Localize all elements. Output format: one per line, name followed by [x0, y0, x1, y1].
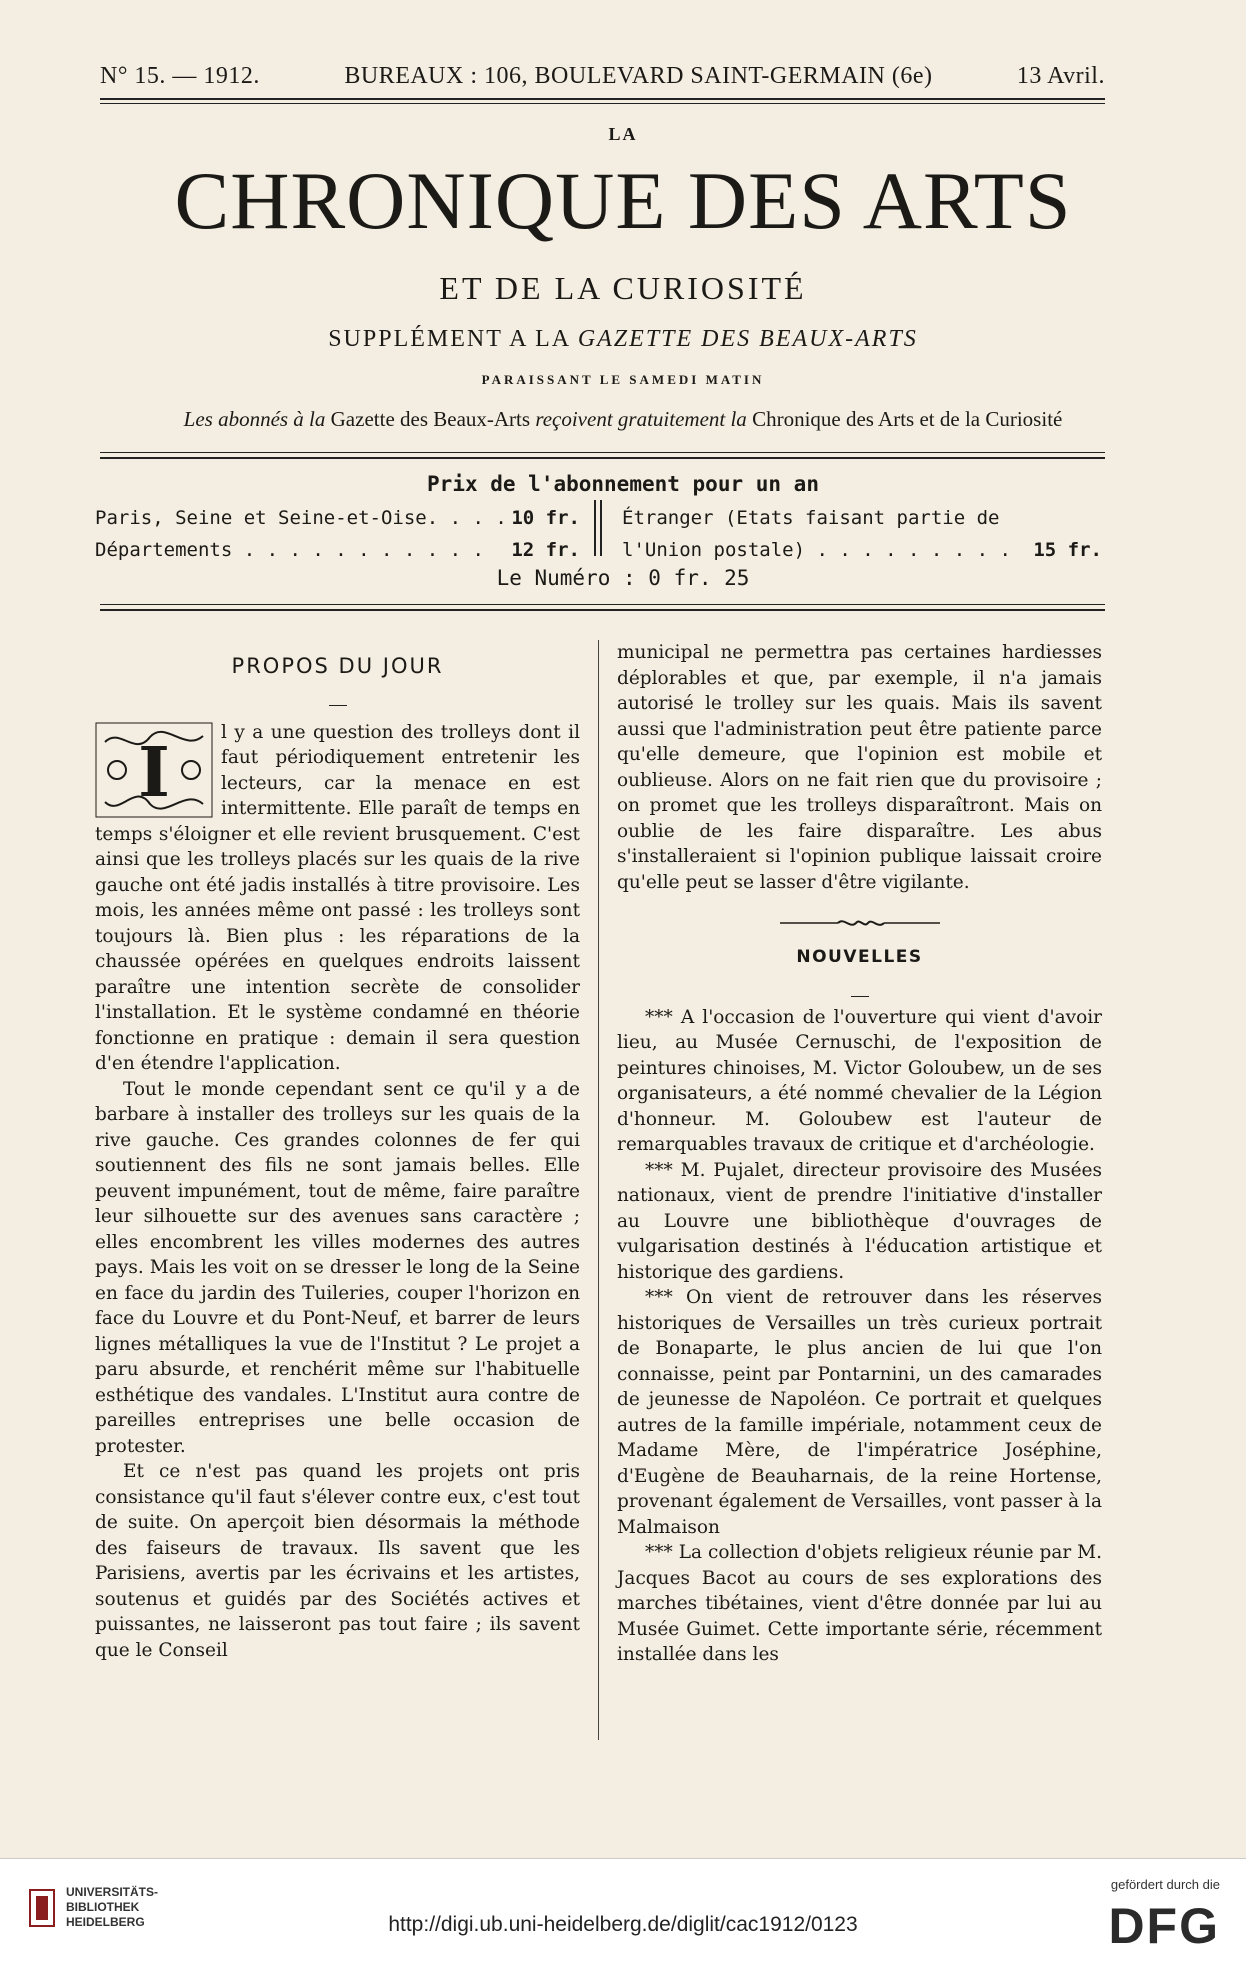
price-divider-2	[600, 500, 602, 556]
propos-du-jour-title: PROPOS DU JOUR	[231, 654, 444, 678]
article-paragraph: Tout le monde cependant sent ce qu'il y a de barbare à installer des trolleys sur les quais de la rive gauche. Ces grandes colonnes de fer qui soutiennent des fils ne sont jamais belles. Elle peuvent impunément, tout de même, faire paraître leur silhouette sur des avenues sans caractère ; elles encombrent les villes modernes des autres pays. Mais les voit on se dresser le long de la Seine en face du jardin des Tuileries, couper l'horizon en face du Louvre et du Pont-Neuf, et barrer de leurs lignes métalliques la vue de l'Institut ? Le projet a paru absurde, et renchérit même sur l'habituelle esthétique des vandales. L'Institut aura contre de pareilles entreprises une belle occasion de protester.	[95, 1078, 580, 1457]
price-label: Départements . . . . . . . . . . .	[95, 539, 484, 561]
price-row-departements	[95, 534, 580, 566]
price-row-union	[622, 534, 1102, 566]
ornamental-dropcap-icon	[95, 722, 213, 818]
single-issue-price: Le Numéro : 0 fr. 25	[496, 566, 750, 590]
news-item: *** On vient de retrouver dans les réserves historiques de Versailles un très curieux portrait de Bonaparte, le plus ancien de lui que l'on connaisse, peint par Pontarnini, un des camarades de jeunesse de Napoléon. Ce portrait et quelques autres de la famille impériale, notamment ceux de Madame Mère, de l'impératrice Joséphine, d'Eugène de Beauharnais, de la reine Hortense, provenant également de Versailles, vont passer à la Malmaison	[617, 1287, 1102, 1538]
abonnes-part-4: Chronique des Arts et de la Curiosité	[746, 407, 1063, 431]
permalink-url[interactable]: http://digi.ub.uni-heidelberg.de/diglit/cac1912/0123	[388, 1913, 858, 1936]
supplement-line	[0, 326, 1246, 353]
news-item: *** La collection d'objets religieux réunie par M. Jacques Bacot au cours de ses explorations des marches tibétaines, vient d'être donnée par lui au Musée Guimet. Cette importante série, récemment installée dans les	[617, 1542, 1102, 1665]
article-continuation: municipal ne permettra pas certaines hardiesses déplorables et que, par exemple, il n'a jamais autorisé le trolley sur les quais. Mais ils savent aussi que l'administration peut être patiente parce qu'elle demeure, que l'opinion est mobile et oublieuse. Alors on ne fait rien que du provisoire ; on promet que les trolleys disparaîtront. Mais on oublie de les faire disparaître. Les abus s'installeraient si l'opinion publique laissait croire qu'elle peut se lasser d'être vigilante.	[617, 642, 1102, 893]
price-value: 10 fr.	[511, 507, 580, 529]
header-rule	[100, 98, 1105, 100]
paraissant-line: PARAISSANT LE SAMEDI MATIN	[481, 372, 765, 387]
columns-rule-top	[100, 604, 1105, 605]
article-paragraph: l y a une question des trolleys dont il faut périodiquement entretenir les lecteurs, car la menace en est intermittente. Elle paraît de temps en temps s'éloigner et elle revient brusquement. C'est ainsi que les trolleys placés sur les quais de la rive gauche ont été jadis installés à titre provisoire. Les mois, les années même ont passé : les trolleys sont toujours là. Bien plus : les réparations de la chaussée opérées en quelques endroits laissent paraître une intention secrète de consolider l'installation. Et le système condamné en théorie fonctionne en pratique : demain il sera question d'en étendre l'application.	[95, 721, 580, 1074]
left-column	[95, 640, 580, 1663]
title-dash	[617, 979, 1102, 993]
masthead-la: LA	[608, 124, 638, 144]
title-dash	[95, 688, 580, 702]
abonnes-part-2: Gazette des Beaux-Arts	[325, 407, 536, 431]
news-item: *** M. Pujalet, directeur provisoire des Musées nationaux, vient de prendre l'initiative d'installer au Louvre une bibliothèque d'ouvrages de vulgarisation destinés à l'éducation artistique et historique des gardiens.	[617, 1159, 1102, 1283]
price-rule-top	[100, 452, 1105, 453]
columns-rule-top-2	[100, 609, 1105, 611]
masthead-title: CHRONIQUE DES ARTS	[174, 155, 1072, 246]
price-value: 12 fr.	[511, 539, 580, 561]
header-rule-thin	[100, 103, 1105, 104]
price-table-left	[95, 502, 580, 566]
issue-date: 13 Avril.	[1016, 62, 1105, 89]
digitization-footer	[0, 1858, 1246, 1969]
news-item: *** A l'occasion de l'ouverture qui vient d'avoir lieu, au Musée Cernuschi, de l'exposition de peintures chinoises, M. Victor Goloubew, un de ses organisateurs, a été nommé chevalier de la Légion d'honneur. M. Goloubew est l'auteur de remarquables travaux de critique et d'archéologie.	[617, 1006, 1102, 1155]
article-body	[95, 720, 580, 1664]
article-paragraph: Et ce n'est pas quand les projets ont pris consistance qu'il faut s'élever contre eux, c'est tout de suite. On aperçoit bien désormais la méthode des faiseurs de travaux. Ils savent que les Parisiens, avertis par les écrivains et les artistes, soutenus et guidés par des Sociétés actives et puissantes, ne laisseront pas tout faire ; ils savent que le Conseil	[95, 1461, 580, 1661]
funded-by-label: gefördert durch die	[1110, 1877, 1220, 1892]
issue-header	[100, 58, 1105, 94]
svg-text:I: I	[138, 732, 170, 813]
abonnes-part-1: Les abonnés à la	[183, 407, 326, 431]
column-divider	[598, 640, 599, 1740]
price-divider	[594, 500, 596, 556]
price-row-paris	[95, 502, 580, 534]
abonnes-part-3: reçoivent gratuitement la	[535, 407, 747, 431]
issue-number: N° 15. — 1912.	[100, 62, 260, 89]
price-row-etranger	[622, 502, 1102, 534]
price-label: l'Union postale) . . . . . . . . .	[622, 539, 1011, 561]
masthead-subtitle: ET DE LA CURIOSITÉ	[439, 270, 807, 306]
price-label: Étranger (Etats faisant partie de	[622, 507, 1000, 529]
supplement-gazette: GAZETTE DES BEAUX-ARTS	[577, 326, 918, 352]
price-table-right	[622, 502, 1102, 566]
price-value: 15 fr.	[1033, 539, 1102, 561]
ornament-divider-icon	[617, 913, 1102, 929]
subscribers-note	[0, 407, 1246, 432]
subscription-price-title: Prix de l'abonnement pour un an	[427, 472, 819, 496]
supplement-prefix: SUPPLÉMENT A LA	[328, 326, 578, 352]
bureaux-address: BUREAUX : 106, BOULEVARD SAINT-GERMAIN (6e)	[344, 62, 933, 89]
dfg-logo[interactable]: DFG	[1108, 1898, 1220, 1954]
price-label: Paris, Seine et Seine-et-Oise. . . .	[95, 507, 507, 529]
price-rule-top-2	[100, 457, 1105, 459]
university-library-name: UNIVERSITÄTS- BIBLIOTHEK HEIDELBERG	[66, 1885, 159, 1929]
nouvelles-title: NOUVELLES	[796, 947, 923, 967]
right-column	[617, 640, 1102, 1668]
